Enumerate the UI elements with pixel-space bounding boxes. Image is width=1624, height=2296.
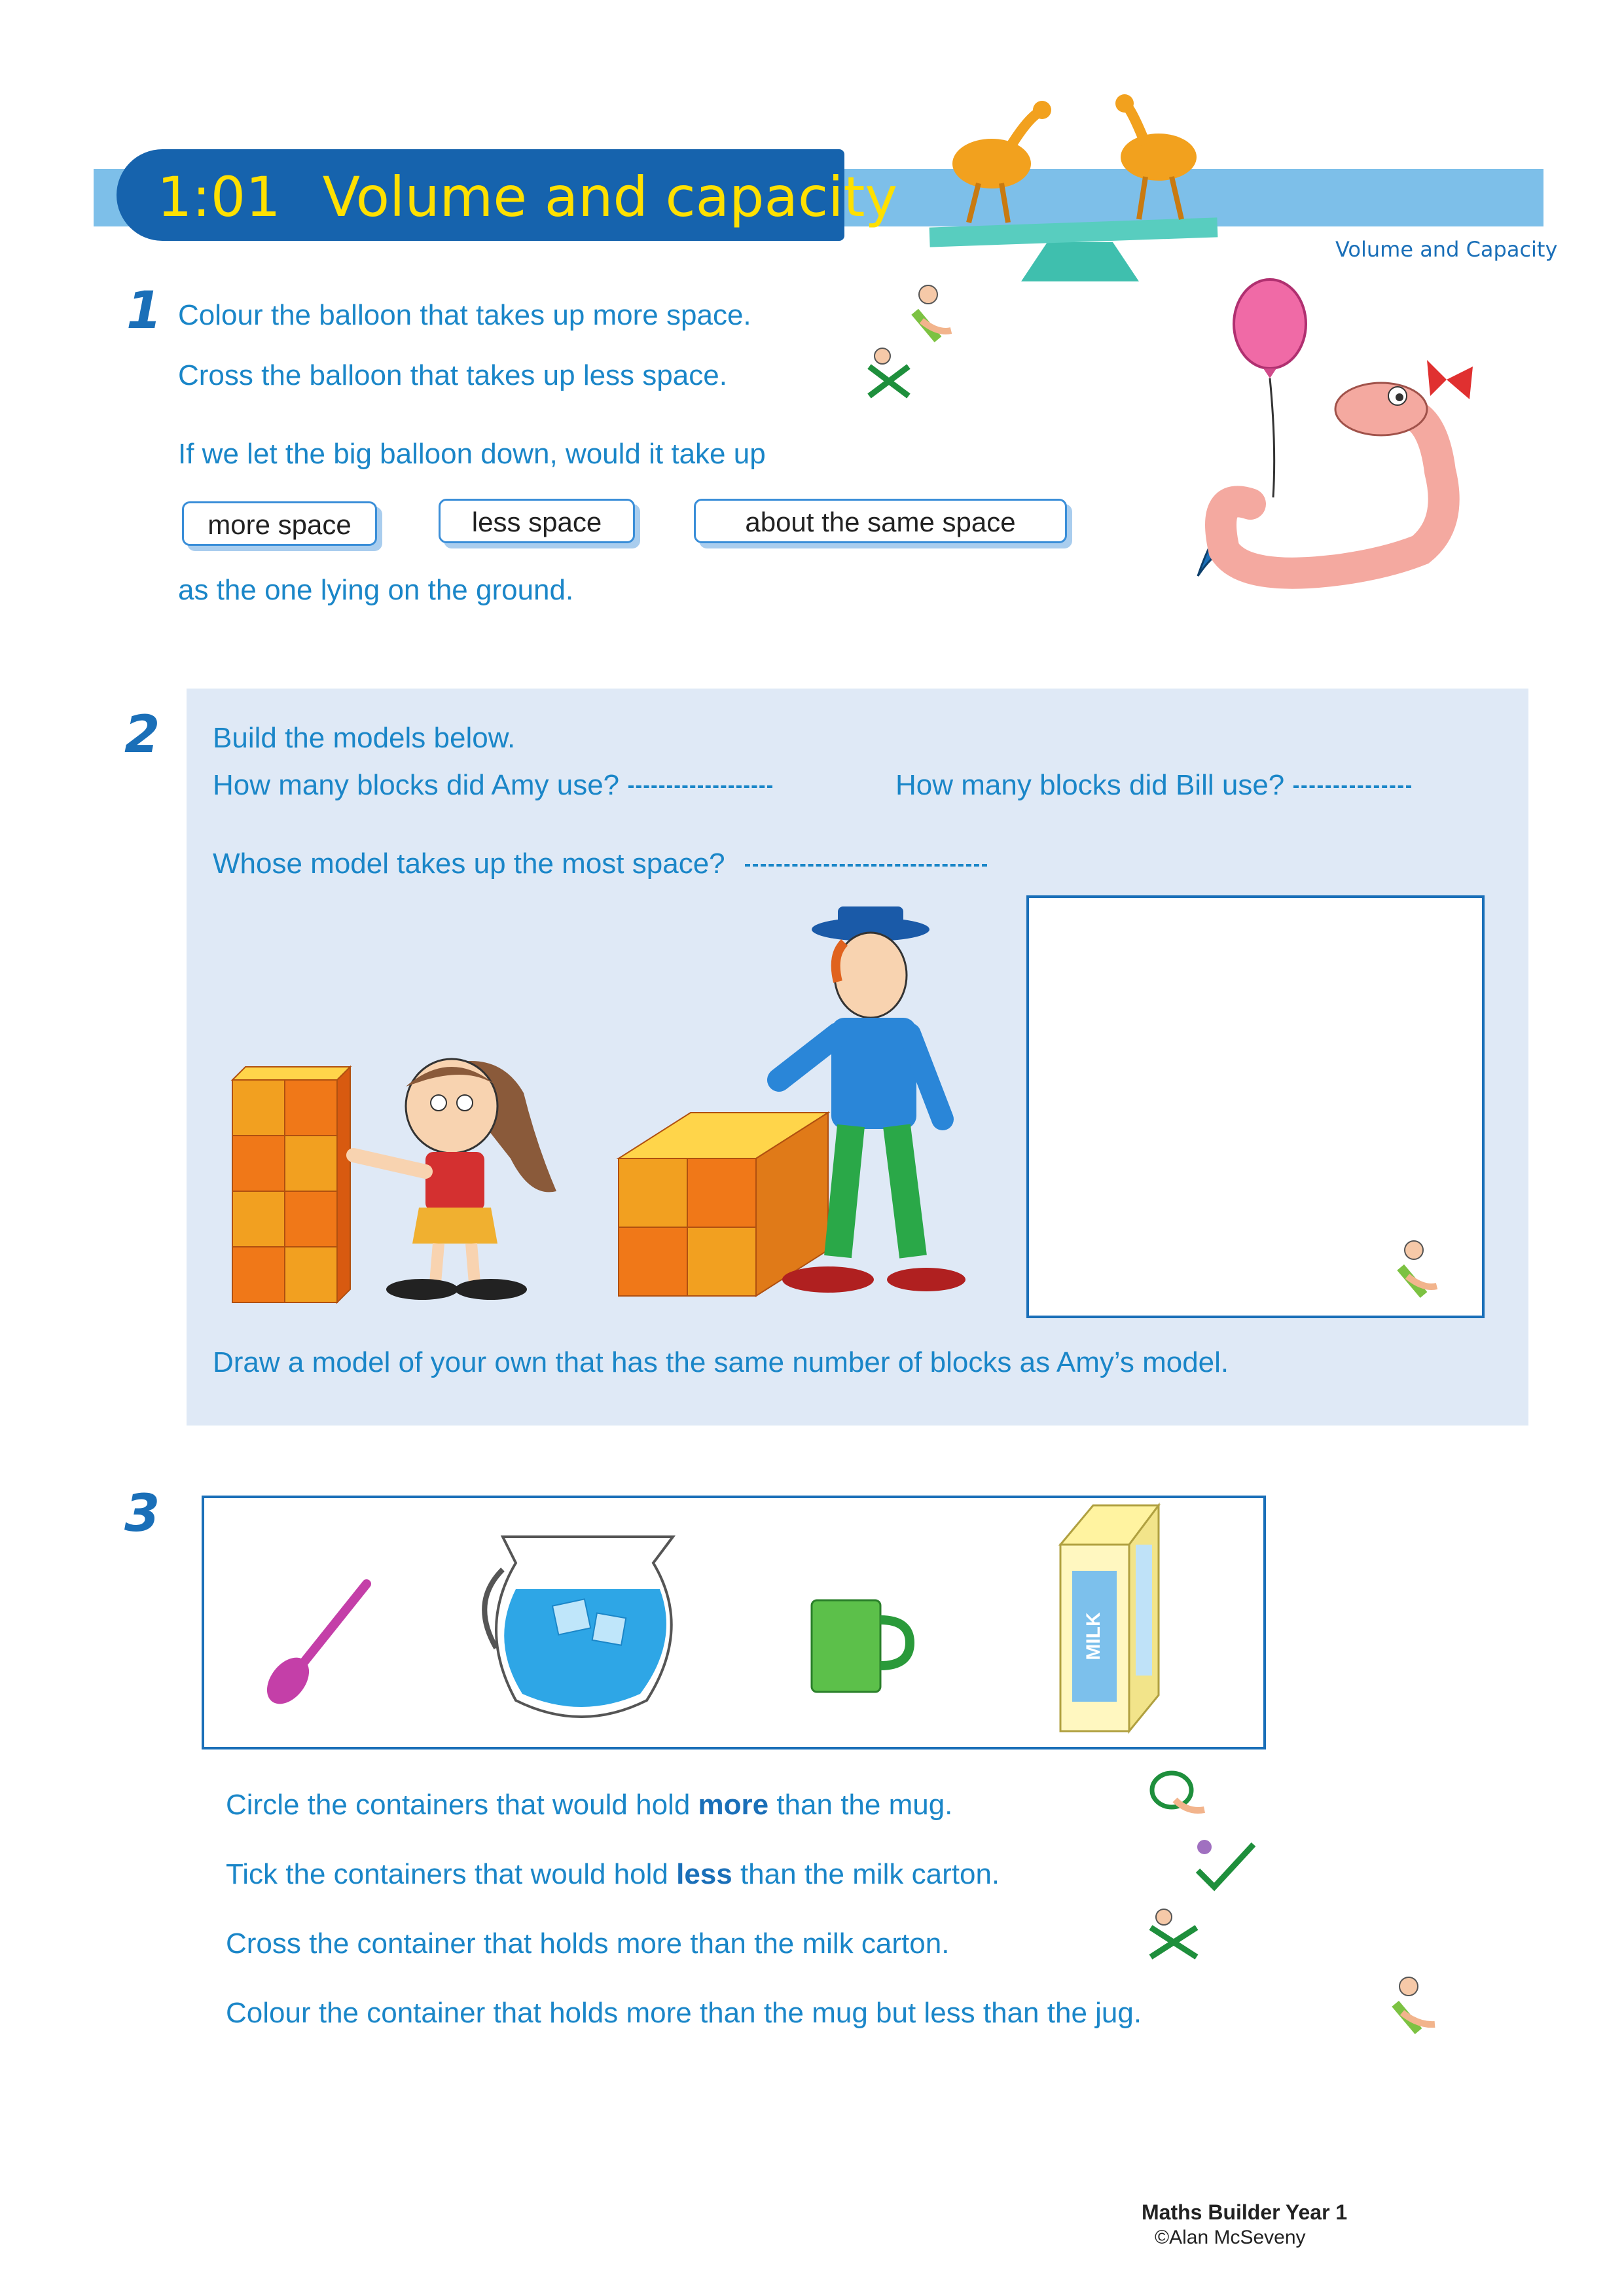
q3-i2-pre: Tick the containers that would hold [226, 1858, 677, 1890]
milk-label: MILK [1083, 1612, 1104, 1660]
q2-whose-question [213, 850, 987, 878]
page-title [157, 165, 897, 229]
q1-line-3: If we let the big balloon down, would it take up [178, 438, 766, 470]
jug-icon[interactable] [477, 1517, 686, 1727]
footer-copyright: ©Alan McSeveny [1155, 2227, 1306, 2248]
q3-i1-pre: Circle the containers that would hold [226, 1789, 698, 1821]
lesson-title: Volume and capacity [322, 165, 898, 229]
q2-bill-question-text: How many blocks did Bill use? [895, 769, 1285, 801]
cross-worm-icon [1144, 1908, 1203, 1960]
milk-carton-icon[interactable] [1047, 1505, 1165, 1734]
amy-answer-blank[interactable] [628, 785, 772, 788]
option-more-space[interactable]: more space [182, 501, 377, 546]
q2-bill-question [895, 771, 1411, 800]
q3-i1-bold: more [698, 1789, 769, 1821]
footer-book-title: Maths Builder Year 1 [1142, 2200, 1348, 2224]
page-subtitle: Volume and Capacity [1335, 237, 1558, 262]
pencil-worm-icon [1394, 1237, 1447, 1296]
question-number-1: 1 [126, 281, 162, 340]
emus-seesaw-illustration [929, 92, 1231, 288]
q3-i1-post: than the mug. [768, 1789, 953, 1821]
q1-line-1: Colour the balloon that takes up more space. [178, 299, 751, 331]
q3-i2-bold: less [676, 1858, 732, 1890]
option-less-space[interactable]: less space [439, 499, 635, 543]
question-number-3: 3 [124, 1484, 160, 1543]
question-number-2: 2 [124, 706, 160, 764]
q3-instruction-2 [226, 1860, 1000, 1889]
q3-instruction-1 [226, 1791, 952, 1820]
pencil-worm-icon [909, 281, 961, 340]
amy-block-model [232, 1067, 350, 1302]
spoon-icon[interactable] [262, 1571, 380, 1702]
pencil-worm-icon [1389, 1973, 1448, 2036]
amy-character-illustration [340, 1041, 556, 1302]
q2-amy-question [213, 771, 772, 800]
lesson-number: 1:01 [157, 165, 281, 229]
worm-with-balloons-illustration [1172, 275, 1486, 641]
option-same-space[interactable]: about the same space [694, 499, 1067, 543]
q2-amy-question-text: How many blocks did Amy use? [213, 769, 620, 801]
mug-icon[interactable] [812, 1600, 916, 1698]
cross-worm-icon [863, 347, 915, 399]
bill-character-illustration [772, 903, 988, 1302]
q1-line-4: as the one lying on the ground. [178, 574, 574, 606]
q2-whose-question-text: Whose model takes up the most space? [213, 848, 725, 880]
q2-draw-instruction: Draw a model of your own that has the same number of blocks as Amy’s model. [213, 1346, 1229, 1378]
whose-answer-blank[interactable] [745, 864, 987, 867]
bill-answer-blank[interactable] [1293, 785, 1411, 788]
tick-worm-icon [1191, 1838, 1257, 1890]
circle-worm-icon [1149, 1767, 1208, 1820]
q2-line-1: Build the models below. [213, 722, 516, 754]
q3-i2-post: than the milk carton. [732, 1858, 1000, 1890]
q3-instruction-4: Colour the container that holds more than the mug but less than the jug. [226, 1997, 1142, 2029]
q3-instruction-3: Cross the container that holds more than the milk carton. [226, 1928, 950, 1960]
q1-line-2: Cross the balloon that takes up less space. [178, 359, 727, 391]
